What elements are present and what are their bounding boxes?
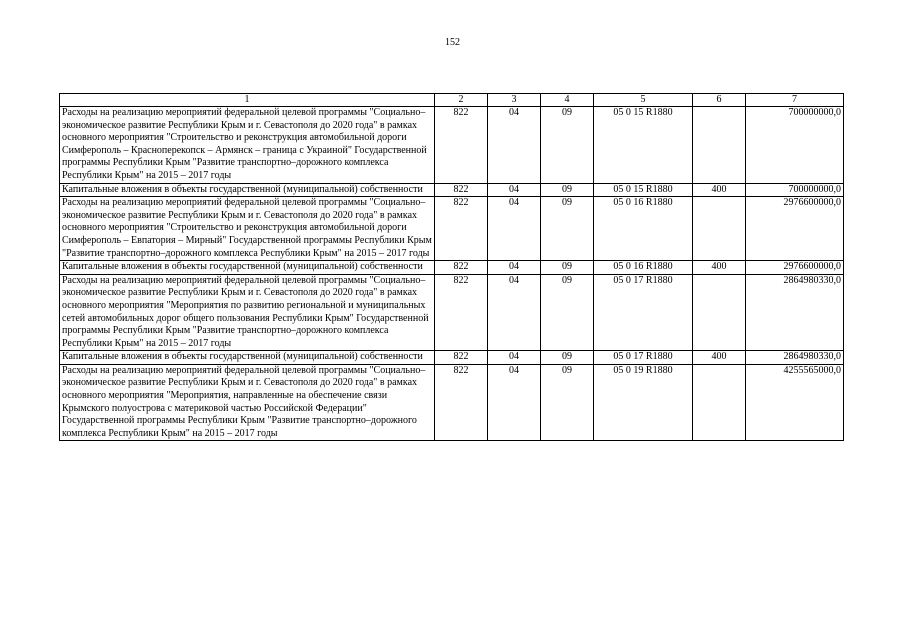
expense-type-code [693,274,746,351]
target-article-code: 05 0 15 R1880 [594,183,693,197]
section-code: 04 [488,274,541,351]
page-number: 152 [445,37,460,48]
expense-description: Расходы на реализацию мероприятий федеральной целевой программы "Социально–экономическое развитие Республики Крым и г. Севастополя до 2020 года" в рамках основного мероприятия "Строительство и реконструкция автомобильной дороги Симферополь – Красноперекопск – Армянск – граница с Украиной" Государственной программы Республики Крым "Развитие транспортно–дорожного комплекса Республики Крым" на 2015 – 2017 годы [60,107,435,184]
ministry-code: 822 [435,351,488,365]
subsection-code: 09 [541,351,594,365]
ministry-code: 822 [435,274,488,351]
expense-description: Расходы на реализацию мероприятий федеральной целевой программы "Социально–экономическое развитие Республики Крым и г. Севастополя до 2020 года" в рамках основного мероприятия "Мероприятия, направленные на обеспечение связи Крымского полуострова с материковой частью Российской Федерации" Государственной программы Республики Крым "Развитие транспортно–дорожного комплекса Республики Крым" на 2015 – 2017 годы [60,364,435,441]
column-header: 5 [594,94,693,107]
target-article-code: 05 0 17 R1880 [594,351,693,365]
subsection-code: 09 [541,197,594,261]
amount: 700000000,0 [746,107,844,184]
section-code: 04 [488,107,541,184]
subsection-code: 09 [541,183,594,197]
column-header: 3 [488,94,541,107]
target-article-code: 05 0 16 R1880 [594,261,693,275]
table-row [60,364,844,441]
budget-table [59,93,844,441]
section-code: 04 [488,183,541,197]
ministry-code: 822 [435,197,488,261]
target-article-code: 05 0 15 R1880 [594,107,693,184]
column-header: 7 [746,94,844,107]
amount: 700000000,0 [746,183,844,197]
subsection-code: 09 [541,107,594,184]
expense-description: Расходы на реализацию мероприятий федеральной целевой программы "Социально–экономическое развитие Республики Крым и г. Севастополя до 2020 года" в рамках основного мероприятия "Мероприятия по развитию региональной и муниципальных сетей автомобильных дорог общего пользования Республики Крым" Государственной программы Республики Крым "Развитие транспортно–дорожного комплекса Республики Крым" на 2015 – 2017 годы [60,274,435,351]
section-code: 04 [488,364,541,441]
amount: 4255565000,0 [746,364,844,441]
ministry-code: 822 [435,261,488,275]
target-article-code: 05 0 17 R1880 [594,274,693,351]
column-header: 6 [693,94,746,107]
target-article-code: 05 0 19 R1880 [594,364,693,441]
amount: 2864980330,0 [746,351,844,365]
expense-description: Капитальные вложения в объекты государственной (муниципальной) собственности [60,183,435,197]
target-article-code: 05 0 16 R1880 [594,197,693,261]
table-row [60,351,844,365]
ministry-code: 822 [435,183,488,197]
column-header: 1 [60,94,435,107]
header-row [60,94,844,107]
subsection-code: 09 [541,364,594,441]
expense-type-code: 400 [693,183,746,197]
expense-type-code: 400 [693,261,746,275]
expense-type-code [693,107,746,184]
amount: 2864980330,0 [746,274,844,351]
amount: 2976600000,0 [746,197,844,261]
expense-type-code [693,197,746,261]
expense-description: Капитальные вложения в объекты государственной (муниципальной) собственности [60,351,435,365]
expense-type-code: 400 [693,351,746,365]
table-row [60,274,844,351]
table-row [60,107,844,184]
subsection-code: 09 [541,261,594,275]
section-code: 04 [488,351,541,365]
amount: 2976600000,0 [746,261,844,275]
ministry-code: 822 [435,364,488,441]
expense-description: Капитальные вложения в объекты государственной (муниципальной) собственности [60,261,435,275]
column-header: 4 [541,94,594,107]
table-row [60,261,844,275]
section-code: 04 [488,261,541,275]
expense-type-code [693,364,746,441]
table-row [60,197,844,261]
ministry-code: 822 [435,107,488,184]
section-code: 04 [488,197,541,261]
subsection-code: 09 [541,274,594,351]
column-header: 2 [435,94,488,107]
expense-description: Расходы на реализацию мероприятий федеральной целевой программы "Социально–экономическое развитие Республики Крым и г. Севастополя до 2020 года" в рамках основного мероприятия "Строительство и реконструкция автомобильной дороги Симферополь – Евпатория – Мирный" Государственной программы Республики Крым "Развитие транспортно–дорожного комплекса Республики Крым" на 2015 – 2017 годы [60,197,435,261]
table-row [60,183,844,197]
